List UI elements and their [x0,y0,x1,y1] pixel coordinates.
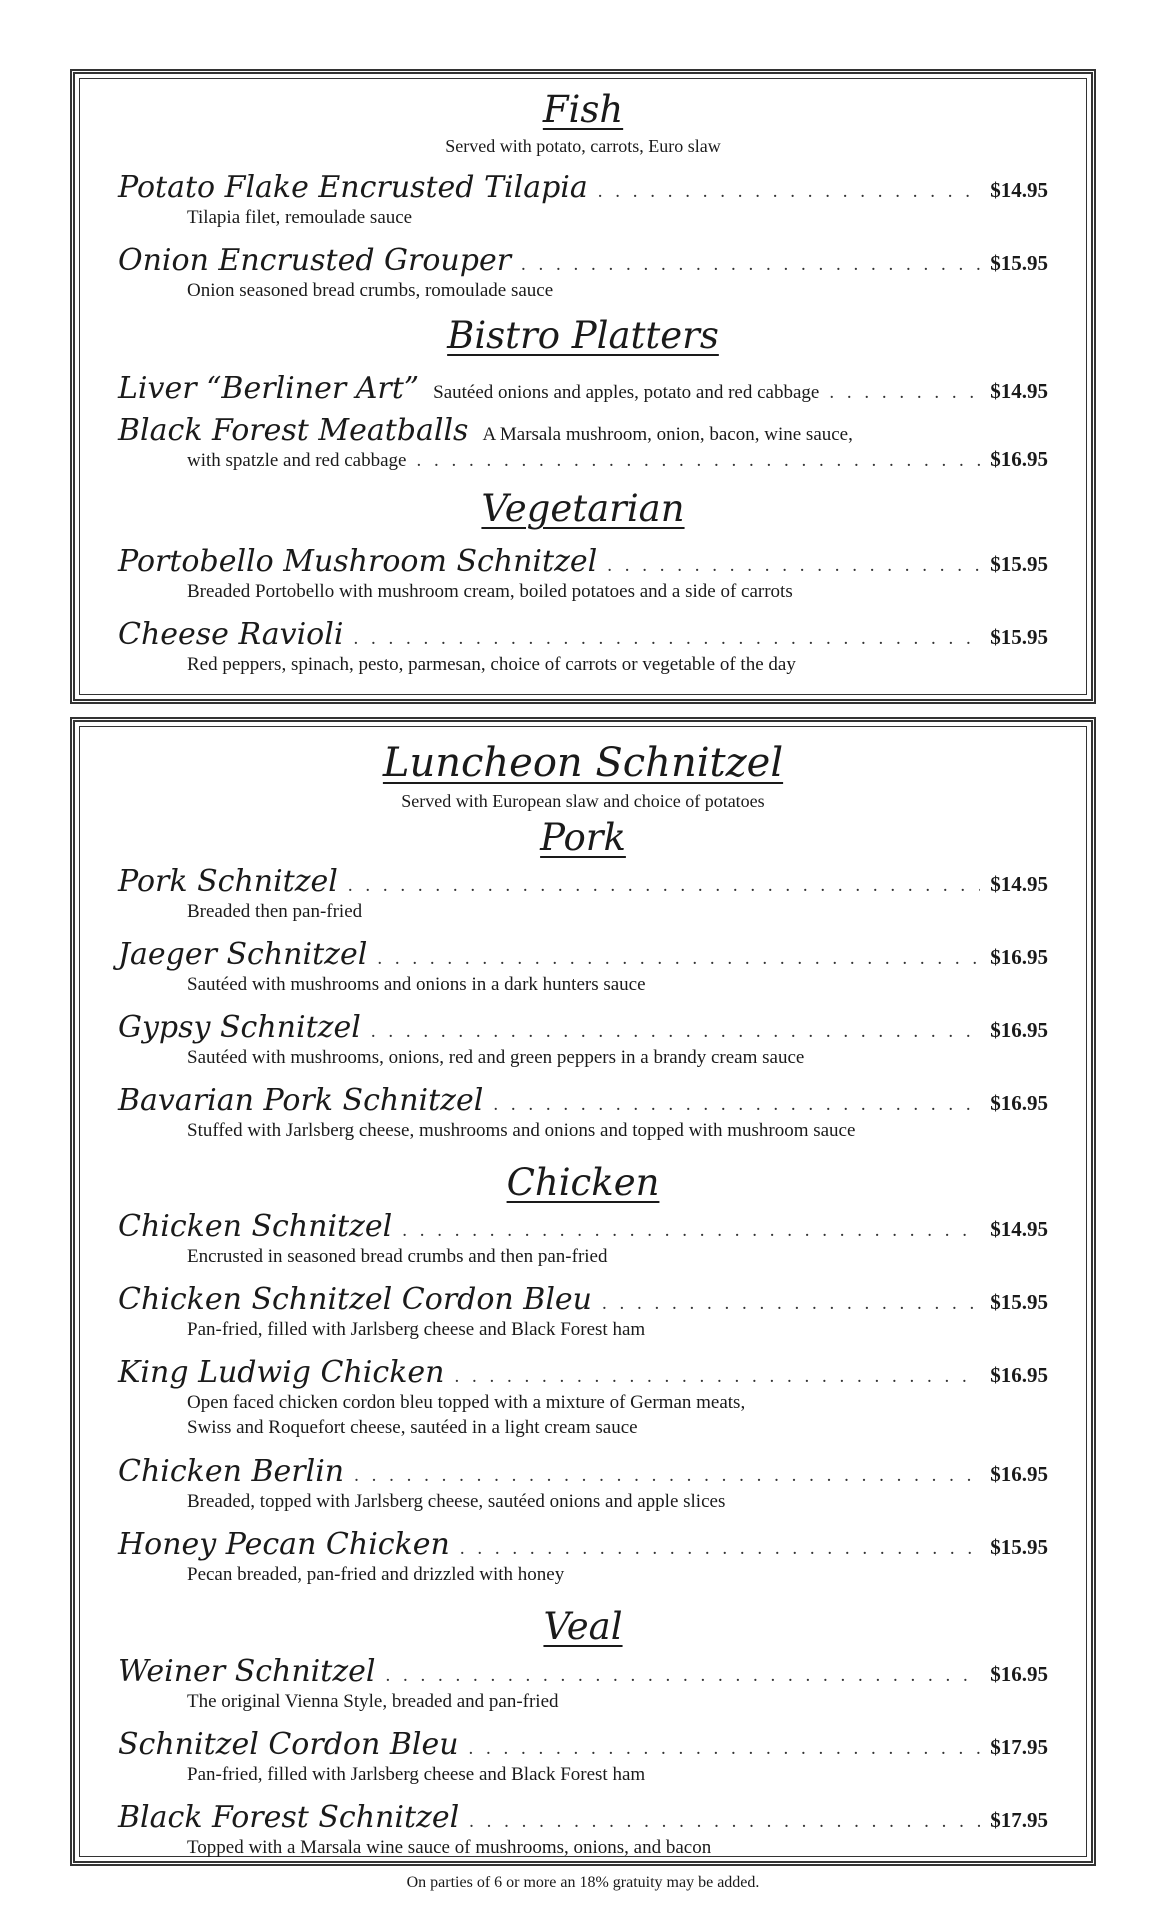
menu-item [80,1210,1086,1269]
menu-item [80,1084,1086,1143]
item-name: King Ludwig Chicken [118,1355,445,1390]
chicken-title: Chicken [506,1161,660,1204]
item-price: $14.95 [990,872,1048,896]
item-price: $15.95 [990,552,1048,576]
leader-dots [348,875,980,897]
item-price: $17.95 [990,1808,1048,1832]
item-name: Chicken Schnitzel Cordon Bleu [118,1282,592,1317]
vegetarian-title: Vegetarian [481,487,685,530]
item-name: Honey Pecan Chicken [118,1527,450,1562]
menu-item [80,1528,1086,1587]
item-name: Chicken Schnitzel [118,1209,393,1244]
item-description: Encrusted in seasoned bread crumbs and then pan-fried [187,1246,608,1267]
item-price: $15.95 [990,251,1048,275]
item-price: $16.95 [990,1462,1048,1486]
item-name: Pork Schnitzel [118,864,338,899]
item-description: Open faced chicken cordon bleu topped with a mixture of German meats, [187,1392,746,1413]
menu-item [80,1356,1086,1440]
item-description: Stuffed with Jarlsberg cheese, mushrooms and onions and topped with mushroom sauce [187,1120,856,1141]
menu-item [80,545,1086,604]
item-description: Topped with a Marsala wine sauce of mushrooms, onions, and bacon [187,1837,712,1858]
item-description: Breaded, topped with Jarlsberg cheese, sautéed onions and apple slices [187,1491,726,1512]
leader-dots [402,1220,980,1242]
leader-dots [607,555,980,577]
luncheon-note: Served with European slaw and choice of potatoes [401,791,765,811]
leader-dots [521,254,980,276]
item-price: $16.95 [990,1091,1048,1115]
pork-title: Pork [540,816,626,859]
item-name: Weiner Schnitzel [118,1654,376,1689]
item-description: Pecan breaded, pan-fried and drizzled with honey [187,1564,565,1585]
luncheon-title: Luncheon Schnitzel [382,740,784,786]
item-description: Sautéed onions and apples, potato and red cabbage [433,382,820,403]
menu-item [80,372,1086,405]
menu-item [80,618,1086,677]
item-description: Red peppers, spinach, pesto, parmesan, choice of carrots or vegetable of the day [187,654,796,675]
fish-note: Served with potato, carrots, Euro slaw [445,136,721,156]
leader-dots [386,1665,981,1687]
leader-dots [493,1094,980,1116]
item-description-cont: with spatzle and red cabbage [187,450,407,471]
item-name: Schnitzel Cordon Bleu [118,1727,459,1762]
leader-dots [460,1538,980,1560]
item-description-line2: Swiss and Roquefort cheese, sautéed in a light cream sauce [187,1416,638,1438]
item-description: Breaded Portobello with mushroom cream, boiled potatoes and a side of carrots [187,581,793,602]
leader-dots [469,1738,981,1760]
item-name: Gypsy Schnitzel [118,1010,361,1045]
fish-title: Fish [542,88,624,131]
item-description: Pan-fried, filled with Jarlsberg cheese and Black Forest ham [187,1764,646,1785]
menu-panel-bottom [70,717,1096,1866]
item-price: $14.95 [990,178,1048,202]
item-name: Cheese Ravioli [118,617,344,652]
menu-item [80,1801,1086,1860]
item-price: $14.95 [990,1217,1048,1241]
item-description: Sautéed with mushrooms, onions, red and green peppers in a brandy cream sauce [187,1047,805,1068]
item-price: $16.95 [990,447,1048,471]
menu-item [80,938,1086,997]
item-name: Onion Encrusted Grouper [118,243,512,278]
veal-title: Veal [543,1605,623,1648]
item-price: $16.95 [990,945,1048,969]
menu-panel-bottom-inner [79,726,1087,1857]
gratuity-note: On parties of 6 or more an 18% gratuity may be added. [406,1874,760,1891]
menu-item [80,1011,1086,1070]
item-description: The original Vienna Style, breaded and pan-fried [187,1691,559,1712]
menu-item [80,865,1086,924]
item-description: Sautéed with mushrooms and onions in a dark hunters sauce [187,974,646,995]
menu-item [80,244,1086,303]
item-price: $16.95 [990,1662,1048,1686]
item-price: $16.95 [990,1018,1048,1042]
item-name: Jaeger Schnitzel [118,937,368,972]
menu-item [80,1283,1086,1342]
leader-dots [454,1366,980,1388]
item-description: Breaded then pan-fried [187,901,363,922]
item-name: Black Forest Schnitzel [118,1800,460,1835]
item-price: $15.95 [990,1535,1048,1559]
leader-dots [377,948,980,970]
item-price: $15.95 [990,1290,1048,1314]
item-name: Portobello Mushroom Schnitzel [118,544,598,579]
leader-dots [598,181,980,203]
menu-item [80,1655,1086,1714]
item-price: $14.95 [990,379,1048,403]
menu-item [80,171,1086,230]
leader-dots [416,450,980,472]
item-description: A Marsala mushroom, onion, bacon, wine sauce, [482,424,853,445]
menu-item [80,1455,1086,1514]
item-description: Pan-fried, filled with Jarlsberg cheese and Black Forest ham [187,1319,646,1340]
item-name: Bavarian Pork Schnitzel [118,1083,484,1118]
leader-dots [371,1021,980,1043]
item-description: Onion seasoned bread crumbs, romoulade sauce [187,280,554,301]
bistro-title: Bistro Platters [447,314,719,357]
leader-dots [353,628,980,650]
menu-item [80,1728,1086,1787]
menu-item [80,414,1086,472]
leader-dots [602,1293,980,1315]
item-name: Potato Flake Encrusted Tilapia [118,170,588,205]
menu-panel-top [70,69,1096,704]
item-name: Chicken Berlin [118,1454,345,1489]
item-description: Tilapia filet, remoulade sauce [187,207,413,228]
menu-panel-top-inner [79,78,1087,695]
item-name: Black Forest Meatballs [118,413,469,448]
item-price: $17.95 [990,1735,1048,1759]
leader-dots [354,1465,980,1487]
leader-dots [469,1811,980,1833]
item-price: $16.95 [990,1363,1048,1387]
item-name: Liver “Berliner Art” [118,371,420,406]
item-price: $15.95 [990,625,1048,649]
leader-dots [829,382,980,404]
